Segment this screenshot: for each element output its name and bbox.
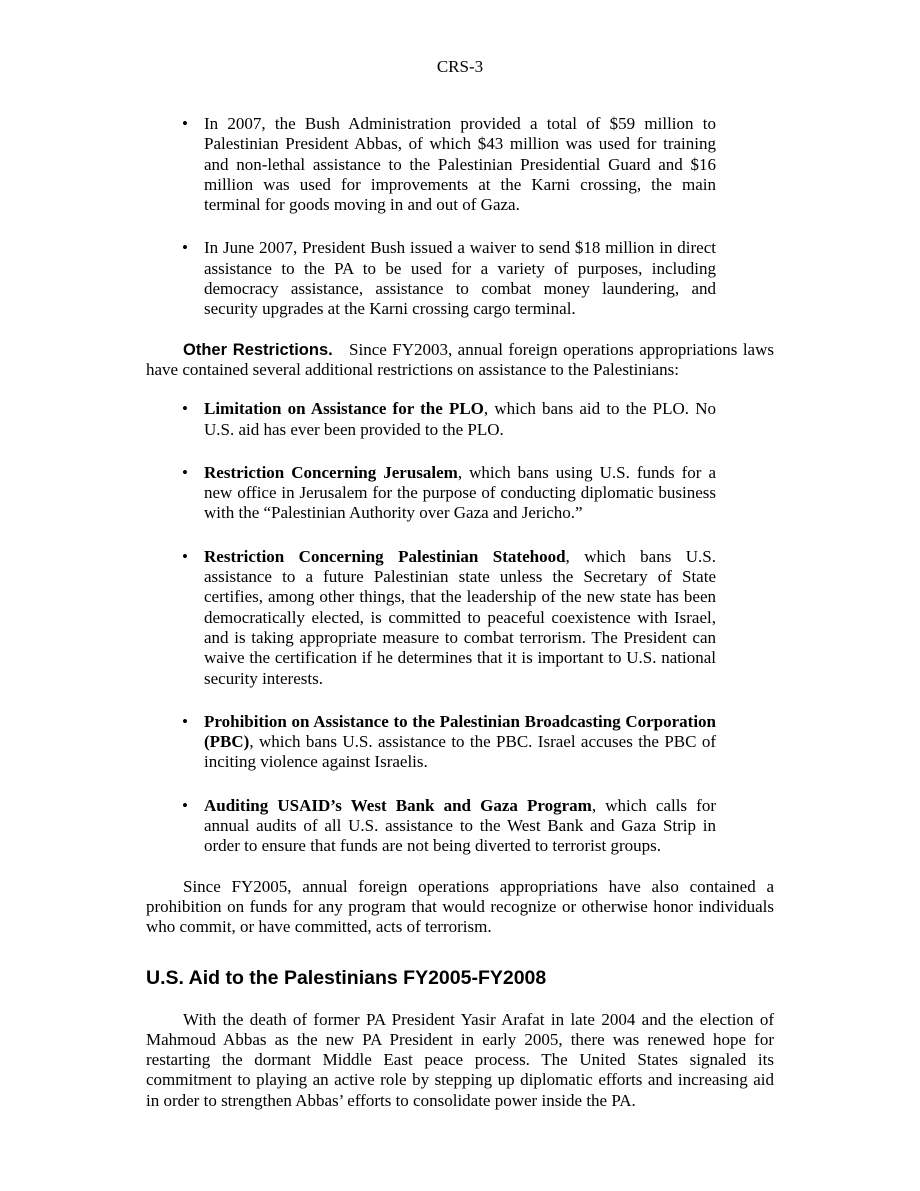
document-body xyxy=(146,114,774,1111)
list-item xyxy=(182,546,716,689)
paragraph-text: Since FY2003, annual foreign operations appropriations laws have contained several additional restrictions on assistance to the Palestinians: xyxy=(146,339,774,379)
bullet-icon: • xyxy=(182,546,188,566)
restriction-text: , which bans U.S. assistance to a future Palestinian state unless the Secretary of State certifies, among other things, that the leadership of the new state has been democratically elected, is committed to peaceful coexistence with Israel, and is taking appropriate measure to combat terrorism. The President can waive the certification if he determines that it is important to U.S. national security interests. xyxy=(204,546,716,688)
bullet-text: In 2007, the Bush Administration provided a total of $59 million to Palestinian President Abbas, of which $43 million was used for training and non-lethal assistance to the Palestinian Presidential Guard and $16 million was used for improvements at the Karni crossing, the main terminal for goods moving in and out of Gaza. xyxy=(204,114,716,215)
list-item xyxy=(182,795,716,857)
restriction-text: , which bans using U.S. funds for a new office in Jerusalem for the purpose of conducting diplomatic business with the “Palestinian Authority over Gaza and Jericho.” xyxy=(204,462,717,523)
bullet-icon: • xyxy=(182,462,188,482)
bullet-icon: • xyxy=(182,114,188,133)
bullet-icon: • xyxy=(182,711,188,731)
restriction-title: Limitation on Assistance for the PLO xyxy=(204,399,484,419)
section-heading: U.S. Aid to the Palestinians FY2005-FY2008 xyxy=(146,966,547,989)
aid-bullet-list xyxy=(146,114,774,320)
restriction-text: , which bans U.S. assistance to the PBC. Israel accuses the PBC of inciting violence against Israelis. xyxy=(204,732,716,772)
restriction-title: Prohibition on Assistance to the Palestinian Broadcasting Corporation (PBC) xyxy=(204,711,716,752)
fy2005-paragraph: Since FY2005, annual foreign operations appropriations have also contained a prohibition on funds for any program that would recognize or otherwise honor individuals who commit, or have committed, acts of terrorism. xyxy=(146,876,774,937)
other-restrictions-paragraph xyxy=(146,340,774,381)
section-paragraph: With the death of former PA President Yasir Arafat in late 2004 and the election of Mahmoud Abbas as the new PA President in early 2005, there was renewed hope for restarting the dormant Middle East peace process. The United States signaled its commitment to playing an active role by stepping up diplomatic efforts and increasing aid in order to strengthen Abbas’ efforts to consolidate power inside the PA. xyxy=(146,1009,774,1110)
restriction-title: Restriction Concerning Palestinian Statehood xyxy=(204,546,566,566)
restriction-text: , which bans aid to the PLO. No U.S. aid has ever been provided to the PLO. xyxy=(204,399,716,439)
bullet-icon: • xyxy=(182,399,188,419)
list-item xyxy=(182,399,716,440)
restriction-title: Auditing USAID’s West Bank and Gaza Program xyxy=(204,795,592,815)
list-item xyxy=(182,711,716,773)
list-item xyxy=(182,114,716,215)
bullet-icon: • xyxy=(182,795,188,815)
restrictions-list xyxy=(146,399,774,856)
run-in-heading: Other Restrictions. xyxy=(183,340,333,359)
page-number: CRS-3 xyxy=(436,57,484,76)
list-item xyxy=(182,238,716,319)
list-item xyxy=(182,462,717,524)
bullet-icon: • xyxy=(182,238,188,258)
restriction-text: , which calls for annual audits of all U.S. assistance to the West Bank and Gaza Strip in order to ensure that funds are not being diverted to terrorist groups. xyxy=(204,795,716,856)
restriction-title: Restriction Concerning Jerusalem xyxy=(204,462,458,482)
bullet-text: In June 2007, President Bush issued a waiver to send $18 million in direct assistance to the PA to be used for a variety of purposes, including democracy assistance, assistance to combat money laundering, and security upgrades at the Karni crossing cargo terminal. xyxy=(204,238,716,319)
